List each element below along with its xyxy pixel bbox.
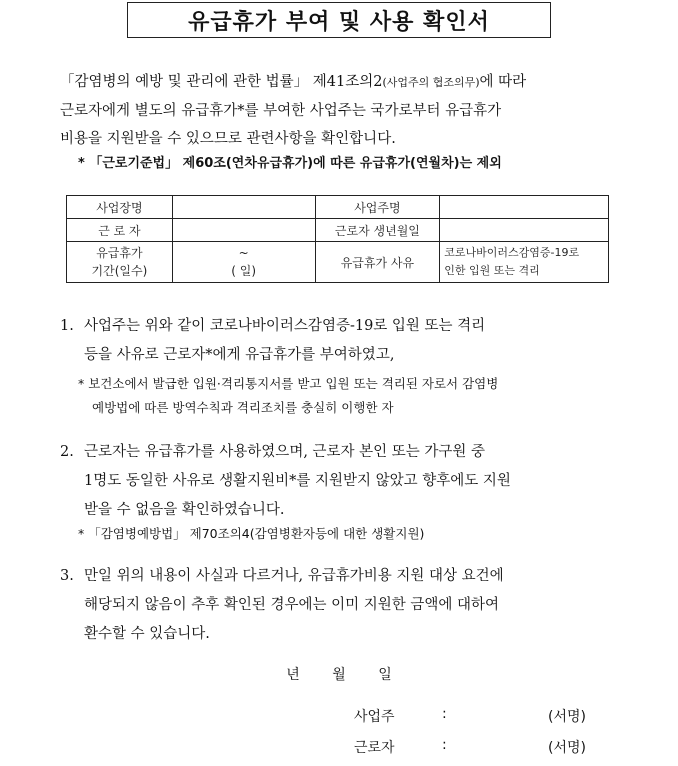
item-2-line-2: 1명도 동일한 사유로 생활지원비*를 지원받지 않았고 향후에도 지원 [84,473,511,489]
leave-period-range: ~ [238,246,249,260]
item-1-text: 사업주는 위와 같이 코로나바이러스감염증-19로 입원 또는 격리 [84,318,486,334]
item-2-number: 2. [60,444,74,460]
item-2-line-3: 받을 수 없음을 확인하였습니다. [84,502,285,518]
leave-reason-line-2: 인한 입원 또는 격리 [444,264,540,277]
item-1-line-1 [60,312,612,341]
intro-line-1-end: 에 따라 [479,74,527,90]
leave-reason-field [440,242,609,283]
intro-paragraph [60,68,616,153]
law-reference: 「감염병의 예방 및 관리에 관한 법률」 제41조의2 [60,74,383,90]
business-name-field[interactable] [172,196,315,219]
leave-period-field[interactable] [172,242,315,283]
item-1-note [78,372,618,420]
intro-line-1 [60,68,616,97]
item-3 [60,562,612,649]
leave-reason-label: 유급휴가 사유 [315,242,440,283]
item-3-number: 3. [60,568,74,584]
leave-period-label-line-1: 유급휴가 [96,246,143,260]
item-1-note-line-1: * 보건소에서 발급한 입원·격리통지서를 받고 입원 또는 격리된 자로서 감염병 [78,376,499,391]
birthdate-field[interactable] [440,219,609,242]
birthdate-label: 근로자 생년월일 [315,219,440,242]
item-3-text: 만일 위의 내용이 사실과 다르거나, 유급휴가비용 지원 대상 요건에 [84,568,504,584]
worker-signature-mark[interactable]: (서명) [548,740,586,756]
owner-signature-mark[interactable]: (서명) [548,709,586,725]
intro-exclusion-note: * 「근로기준법」 제60조(연차유급휴가)에 따른 유급휴가(연월차)는 제외 [78,156,502,171]
business-name-label: 사업장명 [67,196,173,219]
worker-signature-colon: : [442,737,447,753]
worker-field[interactable] [172,219,315,242]
leave-period-days: ( 일) [231,264,257,278]
owner-name-label: 사업주명 [315,196,440,219]
item-3-line-3: 환수할 수 있습니다. [84,626,210,642]
info-table [66,195,609,283]
item-1-note-line-2: 예방법에 따른 방역수칙과 격리조치를 충실히 이행한 자 [92,400,394,415]
worker-label: 근 로 자 [67,219,173,242]
worker-signature-label: 근로자 [354,740,395,756]
item-1-line-2: 등을 사유로 근로자*에게 유급휴가를 부여하였고, [84,347,395,363]
leave-period-label [67,242,173,283]
date-line [0,664,678,684]
item-2-text: 근로자는 유급휴가를 사용하였으며, 근로자 본인 또는 가구원 중 [84,444,486,460]
owner-signature-label: 사업주 [354,709,395,725]
intro-line-3: 비용을 지원받을 수 있으므로 관련사항을 확인합니다. [60,131,396,147]
item-3-line-2: 해당되지 않음이 추후 확인된 경우에는 이미 지원한 금액에 대하여 [84,597,500,613]
leave-reason-line-1: 코로나바이러스감염증-19로 [444,246,580,259]
date-day[interactable]: 일 [378,667,392,683]
item-2-note: * 「감염병예방법」 제70조의4(감염병환자등에 대한 생활지원) [78,526,425,541]
item-2-line-1 [60,438,612,467]
item-1-number: 1. [60,318,74,334]
document-title: 유급휴가 부여 및 사용 확인서 [127,2,551,38]
law-reference-detail: (사업주의 협조의무) [382,76,480,89]
item-1 [60,312,612,370]
owner-name-field[interactable] [440,196,609,219]
intro-line-2: 근로자에게 별도의 유급휴가*를 부여한 사업주는 국가로부터 유급휴가 [60,103,502,119]
owner-signature-colon: : [442,706,447,722]
item-3-line-1 [60,562,612,591]
leave-period-label-line-2: 기간(일수) [91,264,148,278]
date-month[interactable]: 월 [332,667,346,683]
item-2 [60,438,612,525]
date-year[interactable]: 년 [286,667,300,683]
